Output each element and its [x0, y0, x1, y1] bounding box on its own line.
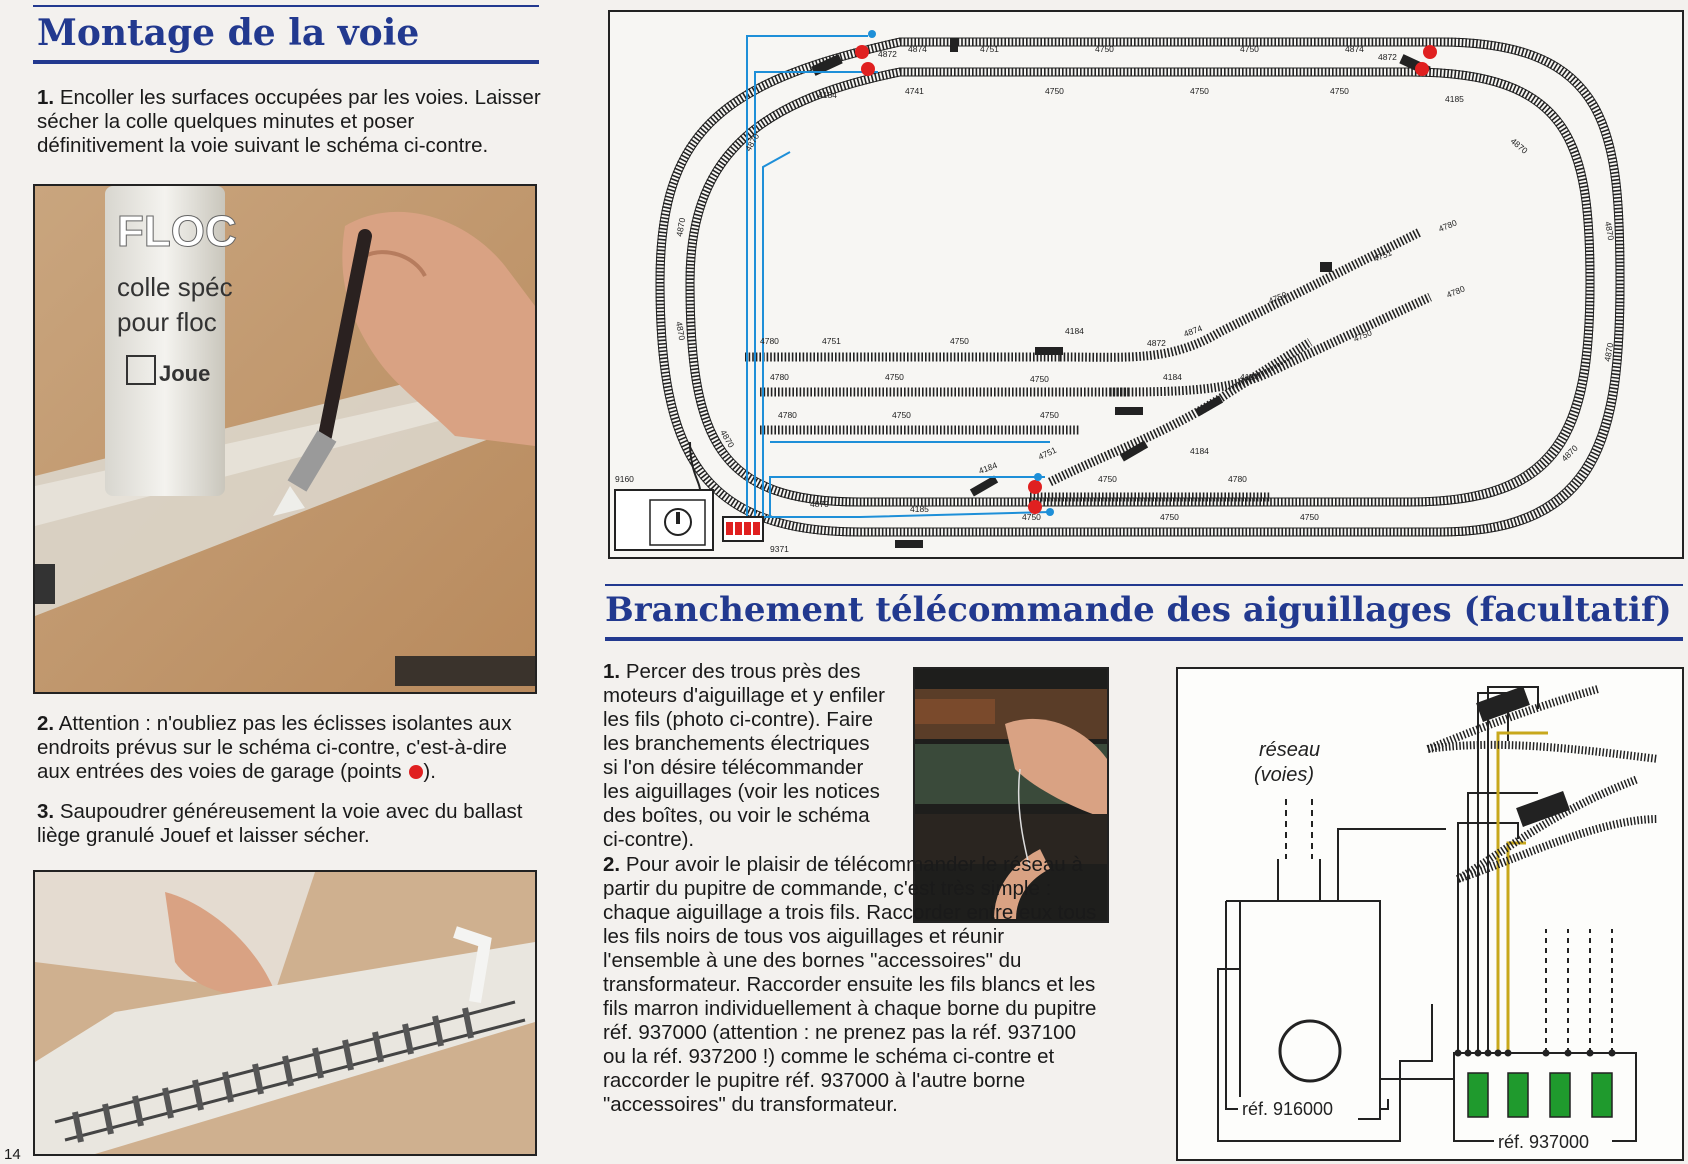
section2-step2 [603, 853, 1103, 1117]
step3-text: Saupoudrer généreusement la voie avec du ballast liège granulé Jouef et laisser sécher. [37, 800, 523, 847]
tracks-label: (voies) [1254, 764, 1315, 786]
section2-title: Branchement télécommande des aiguillages (facultatif) [605, 590, 1672, 630]
s2-step1-number: 1. [603, 660, 621, 683]
title-rule-top [33, 5, 539, 7]
title2-rule-top [605, 584, 1683, 586]
track-layout-diagram [608, 10, 1684, 559]
label-4750d: 4750 [1190, 86, 1209, 96]
step2-text: Attention : n'oubliez pas les éclisses isolantes aux endroits prévus sur le schéma ci-contre, c'est-à-dire aux entrées des voies de garage (points [37, 712, 512, 783]
label-4184b: 4184 [1065, 326, 1084, 336]
bottle-text-4: Joue [159, 361, 211, 386]
step2-end: ). [423, 760, 436, 783]
label-4184c: 4184 [1163, 372, 1182, 382]
console-label: 9371 [770, 544, 789, 554]
label-4870b: 4870 [674, 216, 688, 238]
label-4750n: 4750 [1022, 512, 1041, 522]
step3-number: 3. [37, 800, 55, 823]
label-4185b: 4185 [910, 504, 929, 514]
label-4870f: 4870 [1508, 135, 1530, 156]
label-4751d: 4751 [1036, 444, 1058, 462]
label-4780c: 4780 [770, 372, 789, 382]
label-4780d: 4780 [1445, 283, 1467, 300]
label-4750l: 4750 [1040, 410, 1059, 420]
label-4872b: 4872 [1378, 52, 1397, 62]
label-4750f: 4750 [950, 336, 969, 346]
label-4780b: 4780 [1437, 217, 1459, 234]
label-4750a: 4750 [1095, 44, 1114, 54]
label-4780e: 4780 [778, 410, 797, 420]
label-4750b: 4750 [1240, 44, 1259, 54]
label-4870i: 4870 [1559, 442, 1580, 464]
label-4870e: 4870 [810, 499, 829, 509]
label-4872a: 4872 [878, 49, 897, 59]
title-rule-bottom [33, 60, 539, 64]
label-4184a: 4184 [818, 90, 837, 100]
label-4874b: 4874 [1345, 44, 1364, 54]
section1-title: Montage de la voie [37, 12, 420, 54]
label-4750j: 4750 [1352, 327, 1374, 344]
label-4184d: 4184 [1240, 372, 1259, 382]
label-4870d: 4870 [718, 428, 737, 450]
section1-step2 [37, 712, 542, 784]
label-4750o: 4750 [1160, 512, 1179, 522]
network-label: réseau [1259, 739, 1321, 761]
s2-step2-text: Pour avoir le plaisir de télécommander le réseau à partir du pupitre de commande, c'est très simple : chaque aiguillage a trois fils. Raccorder entre eux tous les fils noirs de tous vos aiguillages et réunir l'ensemble à une des bornes "accessoires" du transformateur. Raccorder ensuite les fils blancs et les fils marron individuellement à chaque borne du pupitre réf. 937000 (attention : ne prenez pas la réf. 937100 ou la réf. 937200 !) comme le schéma ci-contre et raccorder le pupitre réf. 937000 à l'autre borne "accessoires" du transformateur. [603, 853, 1097, 1116]
label-4750p: 4750 [1300, 512, 1319, 522]
step2-number: 2. [37, 712, 55, 735]
label-4751b: 4751 [822, 336, 841, 346]
label-4870a: 4870 [743, 131, 762, 153]
label-4874c: 4874 [1182, 323, 1204, 339]
step1-text: Encoller les surfaces occupées par les voies. Laisser sécher la colle quelques minutes et poser définitivement la voie suivant le schéma ci-contre. [37, 86, 541, 157]
section1-step3 [37, 800, 542, 848]
photo-glue-application [33, 184, 537, 694]
label-4750e: 4750 [1330, 86, 1349, 96]
label-4184f: 4184 [977, 460, 999, 476]
label-4184e: 4184 [1190, 446, 1209, 456]
section1-step1 [37, 86, 542, 158]
label-4874a: 4874 [908, 44, 927, 54]
label-4751a: 4751 [980, 44, 999, 54]
label-4780f: 4780 [1228, 474, 1247, 484]
label-4750c: 4750 [1045, 86, 1064, 96]
label-4870h: 4870 [1602, 341, 1616, 363]
transformer-label: 9160 [615, 474, 634, 484]
section2-step1 [603, 660, 888, 852]
label-4870c: 4870 [674, 320, 688, 341]
label-4751c: 4751 [1372, 247, 1394, 264]
bottle-text-2: colle spéc [117, 272, 233, 302]
label-4870g: 4870 [1603, 220, 1617, 241]
s2-step1-text: Percer des trous près des moteurs d'aiguillage et y enfiler les fils (photo ci-contre). Faire les branchements électriques si l'on désire télécommander les aiguillages (voir les notices des boîtes, ou voir le schéma ci-contre). [603, 660, 885, 851]
label-4750k: 4750 [892, 410, 911, 420]
step1-number: 1. [37, 86, 55, 109]
label-4750g: 4750 [1267, 289, 1289, 306]
label-4185a: 4185 [1445, 94, 1464, 104]
label-4750i: 4750 [1030, 374, 1049, 384]
label-4780a: 4780 [760, 336, 779, 346]
bottle-text-3: pour floc [117, 307, 217, 337]
s2-step2-number: 2. [603, 853, 621, 876]
red-point-icon [409, 765, 423, 779]
console-ref-label: réf. 937000 [1498, 1132, 1590, 1152]
title2-rule-bottom [605, 637, 1683, 641]
page-number: 14 [4, 1146, 21, 1163]
bottle-text-1: FLOC [117, 207, 237, 256]
photo-ballast [33, 870, 537, 1156]
label-4872c: 4872 [1147, 338, 1166, 348]
wiring-diagram [1176, 667, 1684, 1161]
transformer-ref-label: réf. 916000 [1242, 1099, 1334, 1119]
label-4750m: 4750 [1098, 474, 1117, 484]
label-4741: 4741 [905, 86, 924, 96]
label-4750h: 4750 [885, 372, 904, 382]
